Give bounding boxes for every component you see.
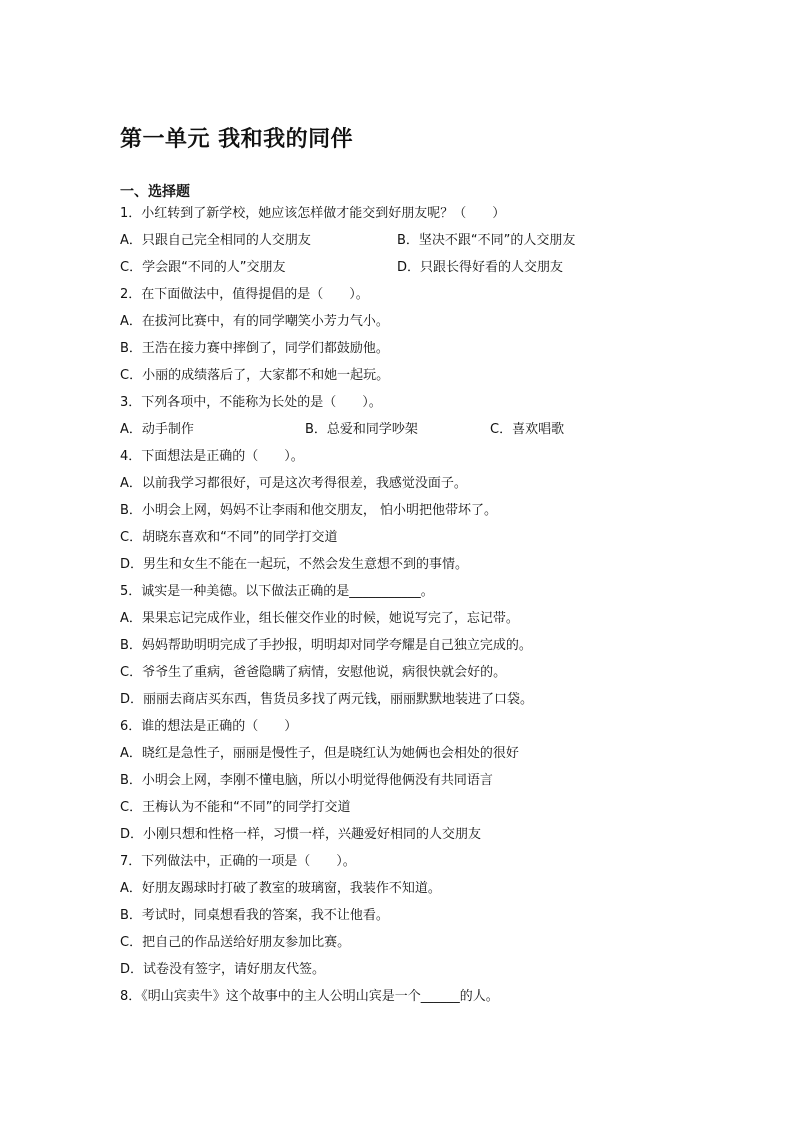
question-6-stem: 6．谁的想法是正确的（ ）	[120, 719, 298, 734]
question-7-stem: 7．下列做法中，正确的一项是（ ）。	[120, 854, 356, 869]
question-1-option-a: A．只跟自己完全相同的人交朋友	[120, 233, 311, 248]
question-1-option-c: C．学会跟“不同的人”交朋友	[120, 260, 286, 275]
question-4-option-a: A．以前我学习都很好，可是这次考得很差，我感觉没面子。	[120, 476, 467, 491]
question-5-option-c: C．爷爷生了重病，爸爸隐瞒了病情，安慰他说，病很快就会好的。	[120, 665, 507, 680]
question-6-option-b: B．小明会上网，李刚不懂电脑，所以小明觉得他俩没有共同语言	[120, 773, 493, 788]
question-8-stem: 8．《明山宾卖牛》这个故事中的主人公明山宾是一个______的人。	[120, 989, 499, 1004]
question-7-option-d: D．试卷没有签字，请好朋友代签。	[120, 962, 326, 977]
question-5-option-b: B．妈妈帮助明明完成了手抄报，明明却对同学夸耀是自己独立完成的。	[120, 638, 532, 653]
question-2-stem: 2．在下面做法中，值得提倡的是（ ）。	[120, 287, 369, 302]
question-6-option-c: C．王梅认为不能和“不同”的同学打交道	[120, 800, 351, 815]
question-4-option-d: D．男生和女生不能在一起玩，不然会发生意想不到的事情。	[120, 557, 469, 572]
question-5-option-a: A．果果忘记完成作业，组长催交作业的时候，她说写完了，忘记带。	[120, 611, 519, 626]
question-3-option-b: B．总爱和同学吵架	[305, 422, 418, 437]
question-5-option-d: D．丽丽去商店买东西，售货员多找了两元钱，丽丽默默地装进了口袋。	[120, 692, 534, 707]
question-3-option-a: A．动手制作	[120, 422, 194, 437]
question-4-option-b: B．小明会上网，妈妈不让李雨和他交朋友， 怕小明把他带坏了。	[120, 503, 498, 518]
question-1-option-b: B．坚决不跟“不同”的人交朋友	[397, 233, 576, 248]
question-7-option-c: C．把自己的作品送给好朋友参加比赛。	[120, 935, 351, 950]
page-title: 第一单元 我和我的同伴	[120, 126, 354, 152]
question-4-option-c: C．胡晓东喜欢和“不同”的同学打交道	[120, 530, 338, 545]
question-7-option-b: B．考试时，同桌想看我的答案，我不让他看。	[120, 908, 389, 923]
question-1-stem: 1．小红转到了新学校，她应该怎样做才能交到好朋友呢？（ ）	[120, 206, 506, 221]
question-6-option-d: D．小刚只想和性格一样，习惯一样，兴趣爱好相同的人交朋友	[120, 827, 482, 842]
question-2-option-b: B．王浩在接力赛中摔倒了，同学们都鼓励他。	[120, 341, 389, 356]
question-3-option-c: C．喜欢唱歌	[490, 422, 565, 437]
question-3-stem: 3．下列各项中，不能称为长处的是（ ）。	[120, 395, 382, 410]
question-6-option-a: A．晓红是急性子，丽丽是慢性子，但是晓红认为她俩也会相处的很好	[120, 746, 519, 761]
question-2-option-c: C．小丽的成绩落后了，大家都不和她一起玩。	[120, 368, 390, 383]
section-heading: 一、选择题	[120, 184, 190, 200]
question-4-stem: 4．下面想法是正确的（ ）。	[120, 449, 304, 464]
question-2-option-a: A．在拔河比赛中，有的同学嘲笑小芳力气小。	[120, 314, 389, 329]
question-5-stem: 5．诚实是一种美德。以下做法正确的是___________。	[120, 584, 434, 599]
question-1-option-d: D．只跟长得好看的人交朋友	[397, 260, 564, 275]
question-7-option-a: A．好朋友踢球时打破了教室的玻璃窗，我装作不知道。	[120, 881, 441, 896]
